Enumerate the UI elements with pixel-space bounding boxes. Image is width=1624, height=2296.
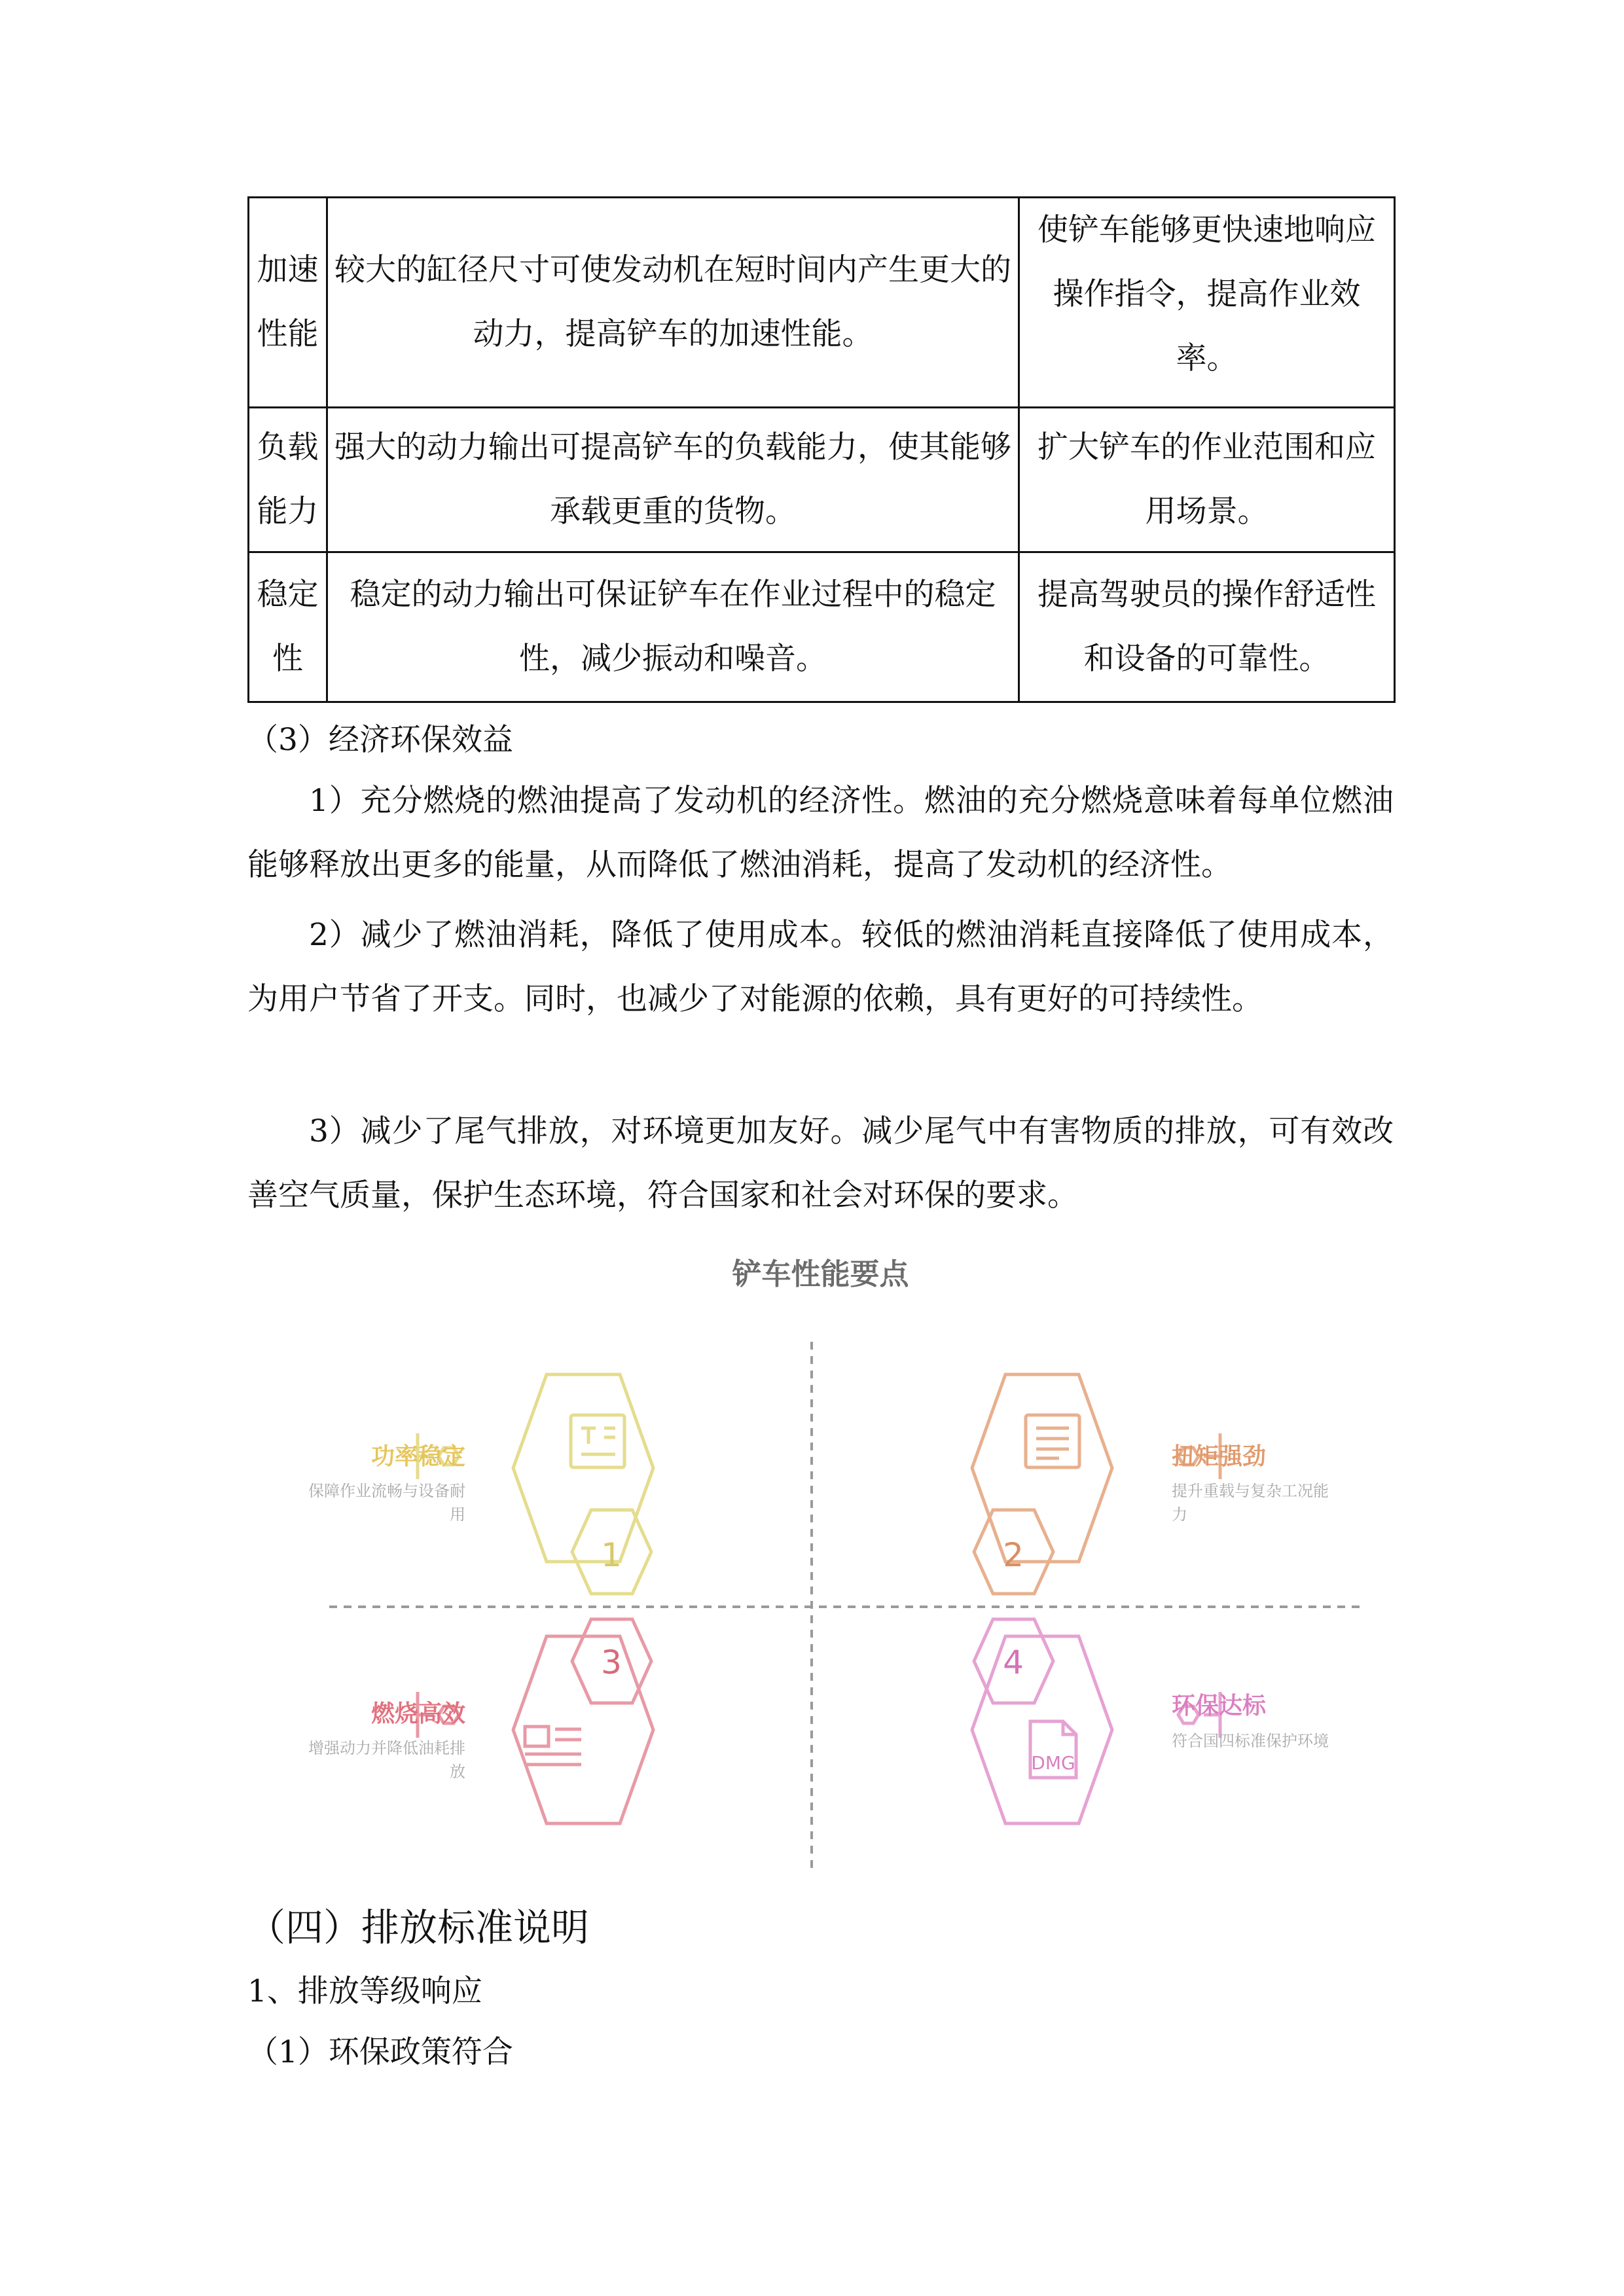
feature-title-3: 燃烧高效 xyxy=(370,1700,465,1727)
dmg-icon-label: DMG xyxy=(1031,1752,1075,1774)
table-cell-effect: 提高驾驶员的操作舒适性和设备的可靠性。 xyxy=(1019,552,1395,702)
table-cell-effect: 扩大铲车的作业范围和应用场景。 xyxy=(1019,408,1395,552)
big-hexagon-4 xyxy=(972,1636,1112,1823)
table-row xyxy=(249,552,1395,702)
feature-desc-3: 增强动力并降低油耗排 放 xyxy=(308,1739,465,1781)
big-hexagon-3 xyxy=(513,1636,653,1823)
section-heading-4: （四）排放标准说明 xyxy=(247,1905,590,1950)
quadrant-number-1: 1 xyxy=(601,1536,622,1574)
text-document-icon xyxy=(571,1415,624,1467)
infographic-title: 铲车性能要点 xyxy=(732,1257,909,1291)
infographic-graphics xyxy=(247,1217,1394,1885)
section-heading: （3）经济环保效益 xyxy=(247,722,513,758)
feature-desc-4: 符合国四标准保护环境 xyxy=(1172,1732,1329,1750)
document-lines-icon xyxy=(1026,1415,1079,1467)
feature-title-4: 环保达标 xyxy=(1172,1693,1267,1719)
feature-title-1: 功率稳定 xyxy=(370,1443,465,1470)
paragraph: 1）充分燃烧的燃油提高了发动机的经济性。燃油的充分燃烧意味着每单位燃油能够释放出更多的能量，从而降低了燃油消耗，提高了发动机的经济性。 xyxy=(247,783,1394,883)
article-layout-icon xyxy=(525,1727,581,1765)
table-cell-description: 强大的动力输出可提高铲车的负载能力，使其能够承载更重的货物。 xyxy=(327,408,1019,552)
table-cell-label: 稳定性 xyxy=(249,552,327,702)
feature-title-2: 扭矩强劲 xyxy=(1172,1443,1267,1470)
table-cell-label: 加速性能 xyxy=(249,198,327,408)
performance-table xyxy=(247,196,1396,703)
feature-desc-1: 保障作业流畅与设备耐 用 xyxy=(308,1482,465,1524)
table-cell-label: 负载能力 xyxy=(249,408,327,552)
table-cell-description: 稳定的动力输出可保证铲车在作业过程中的稳定性，减少振动和噪音。 xyxy=(327,552,1019,702)
infographic xyxy=(247,1217,1394,1885)
quadrant-number-4: 4 xyxy=(1003,1643,1024,1681)
subheading-2: （1）环保政策符合 xyxy=(247,2034,513,2070)
paragraph: 3）减少了尾气排放，对环境更加友好。减少尾气中有害物质的排放，可有效改善空气质量，保护生态环境，符合国家和社会对环保的要求。 xyxy=(247,1113,1394,1213)
quadrant-number-3: 3 xyxy=(601,1643,622,1681)
table-row xyxy=(249,198,1395,408)
feature-desc-2: 提升重载与复杂工况能 力 xyxy=(1172,1482,1329,1524)
paragraph: 2）减少了燃油消耗，降低了使用成本。较低的燃油消耗直接降低了使用成本，为用户节省了开支。同时，也减少了对能源的依赖，具有更好的可持续性。 xyxy=(247,917,1394,1017)
subheading-1: 1、排放等级响应 xyxy=(247,1973,482,2009)
quadrant-number-2: 2 xyxy=(1003,1536,1024,1574)
table-cell-effect: 使铲车能够更快速地响应操作指令，提高作业效率。 xyxy=(1019,198,1395,408)
table-cell-description: 较大的缸径尺寸可使发动机在短时间内产生更大的动力，提高铲车的加速性能。 xyxy=(327,198,1019,408)
table-row xyxy=(249,408,1395,552)
